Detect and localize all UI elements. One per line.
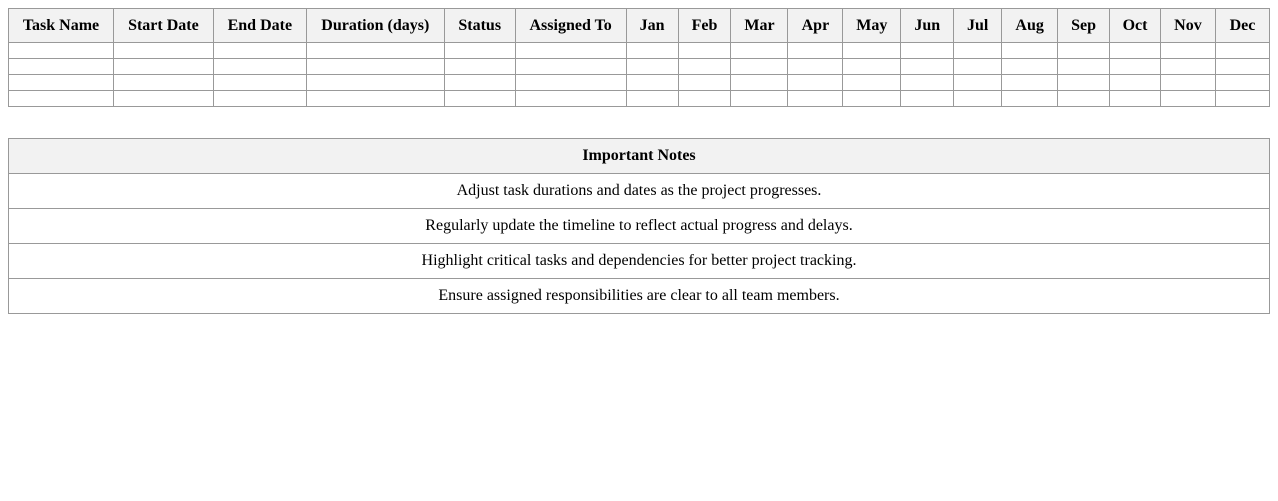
table-cell[interactable]: [1160, 91, 1215, 107]
column-header-jul: Jul: [954, 9, 1002, 43]
table-cell[interactable]: [626, 43, 678, 59]
table-cell[interactable]: [901, 75, 954, 91]
table-cell[interactable]: [306, 75, 444, 91]
column-header-task-name: Task Name: [9, 9, 114, 43]
table-cell[interactable]: [731, 59, 788, 75]
table-cell[interactable]: [213, 91, 306, 107]
table-cell[interactable]: [901, 91, 954, 107]
important-notes-table: [8, 138, 1270, 314]
table-cell[interactable]: [515, 43, 626, 59]
table-cell[interactable]: [444, 59, 515, 75]
note-row: [9, 279, 1270, 314]
timeline-header-row: [9, 9, 1270, 43]
table-cell[interactable]: [1215, 75, 1269, 91]
table-cell[interactable]: [1002, 43, 1058, 59]
table-cell[interactable]: [843, 75, 901, 91]
table-cell[interactable]: [1160, 75, 1215, 91]
table-cell[interactable]: [678, 75, 731, 91]
column-header-oct: Oct: [1110, 9, 1161, 43]
table-cell[interactable]: [9, 43, 114, 59]
column-header-end-date: End Date: [213, 9, 306, 43]
table-cell[interactable]: [444, 43, 515, 59]
note-row: [9, 244, 1270, 279]
table-cell[interactable]: [731, 75, 788, 91]
column-header-may: May: [843, 9, 901, 43]
table-cell[interactable]: [515, 75, 626, 91]
table-cell[interactable]: [113, 43, 213, 59]
table-cell[interactable]: [1215, 91, 1269, 107]
table-cell[interactable]: [113, 59, 213, 75]
table-cell[interactable]: [901, 43, 954, 59]
table-cell[interactable]: [788, 91, 843, 107]
table-cell[interactable]: [1110, 91, 1161, 107]
table-cell[interactable]: [306, 59, 444, 75]
page-content: [8, 8, 1270, 314]
table-cell[interactable]: [444, 91, 515, 107]
table-cell[interactable]: [626, 59, 678, 75]
column-header-aug: Aug: [1002, 9, 1058, 43]
table-cell[interactable]: [788, 43, 843, 59]
table-cell[interactable]: [1215, 59, 1269, 75]
table-cell[interactable]: [954, 59, 1002, 75]
table-cell[interactable]: [1002, 59, 1058, 75]
column-header-jan: Jan: [626, 9, 678, 43]
table-cell[interactable]: [1110, 43, 1161, 59]
table-cell[interactable]: [843, 43, 901, 59]
note-item: Ensure assigned responsibilities are clear to all team members.: [9, 279, 1270, 314]
table-cell[interactable]: [1002, 91, 1058, 107]
table-cell[interactable]: [954, 75, 1002, 91]
table-row: [9, 59, 1270, 75]
table-cell[interactable]: [306, 43, 444, 59]
column-header-feb: Feb: [678, 9, 731, 43]
table-cell[interactable]: [1160, 59, 1215, 75]
column-header-start-date: Start Date: [113, 9, 213, 43]
table-cell[interactable]: [1110, 75, 1161, 91]
table-row: [9, 43, 1270, 59]
table-cell[interactable]: [9, 75, 114, 91]
column-header-mar: Mar: [731, 9, 788, 43]
table-cell[interactable]: [9, 91, 114, 107]
table-cell[interactable]: [626, 91, 678, 107]
table-cell[interactable]: [1058, 59, 1110, 75]
table-cell[interactable]: [1110, 59, 1161, 75]
table-cell[interactable]: [678, 59, 731, 75]
table-cell[interactable]: [444, 75, 515, 91]
table-row: [9, 91, 1270, 107]
table-cell[interactable]: [731, 43, 788, 59]
table-cell[interactable]: [1160, 43, 1215, 59]
notes-title: Important Notes: [9, 139, 1270, 174]
column-header-sep: Sep: [1058, 9, 1110, 43]
column-header-apr: Apr: [788, 9, 843, 43]
note-item: Highlight critical tasks and dependencies for better project tracking.: [9, 244, 1270, 279]
table-cell[interactable]: [213, 59, 306, 75]
notes-header-row: [9, 139, 1270, 174]
note-row: [9, 174, 1270, 209]
table-cell[interactable]: [515, 59, 626, 75]
column-header-nov: Nov: [1160, 9, 1215, 43]
table-cell[interactable]: [1002, 75, 1058, 91]
column-header-duration: Duration (days): [306, 9, 444, 43]
column-header-assigned-to: Assigned To: [515, 9, 626, 43]
table-cell[interactable]: [901, 59, 954, 75]
table-cell[interactable]: [954, 43, 1002, 59]
note-item: Regularly update the timeline to reflect actual progress and delays.: [9, 209, 1270, 244]
note-row: [9, 209, 1270, 244]
project-timeline-table: [8, 8, 1270, 107]
table-cell[interactable]: [113, 91, 213, 107]
table-cell[interactable]: [731, 91, 788, 107]
column-header-jun: Jun: [901, 9, 954, 43]
table-cell[interactable]: [843, 59, 901, 75]
table-cell[interactable]: [626, 75, 678, 91]
table-cell[interactable]: [1215, 43, 1269, 59]
column-header-dec: Dec: [1215, 9, 1269, 43]
table-cell[interactable]: [1058, 43, 1110, 59]
table-cell[interactable]: [213, 43, 306, 59]
table-cell[interactable]: [213, 75, 306, 91]
column-header-status: Status: [444, 9, 515, 43]
table-cell[interactable]: [1058, 75, 1110, 91]
table-cell[interactable]: [678, 43, 731, 59]
table-cell[interactable]: [9, 59, 114, 75]
timeline-body: [9, 43, 1270, 107]
table-cell[interactable]: [788, 75, 843, 91]
table-cell[interactable]: [113, 75, 213, 91]
table-cell[interactable]: [515, 91, 626, 107]
table-row: [9, 75, 1270, 91]
note-item: Adjust task durations and dates as the project progresses.: [9, 174, 1270, 209]
table-cell[interactable]: [788, 59, 843, 75]
table-cell[interactable]: [954, 91, 1002, 107]
table-cell[interactable]: [1058, 91, 1110, 107]
table-cell[interactable]: [306, 91, 444, 107]
table-cell[interactable]: [843, 91, 901, 107]
table-cell[interactable]: [678, 91, 731, 107]
